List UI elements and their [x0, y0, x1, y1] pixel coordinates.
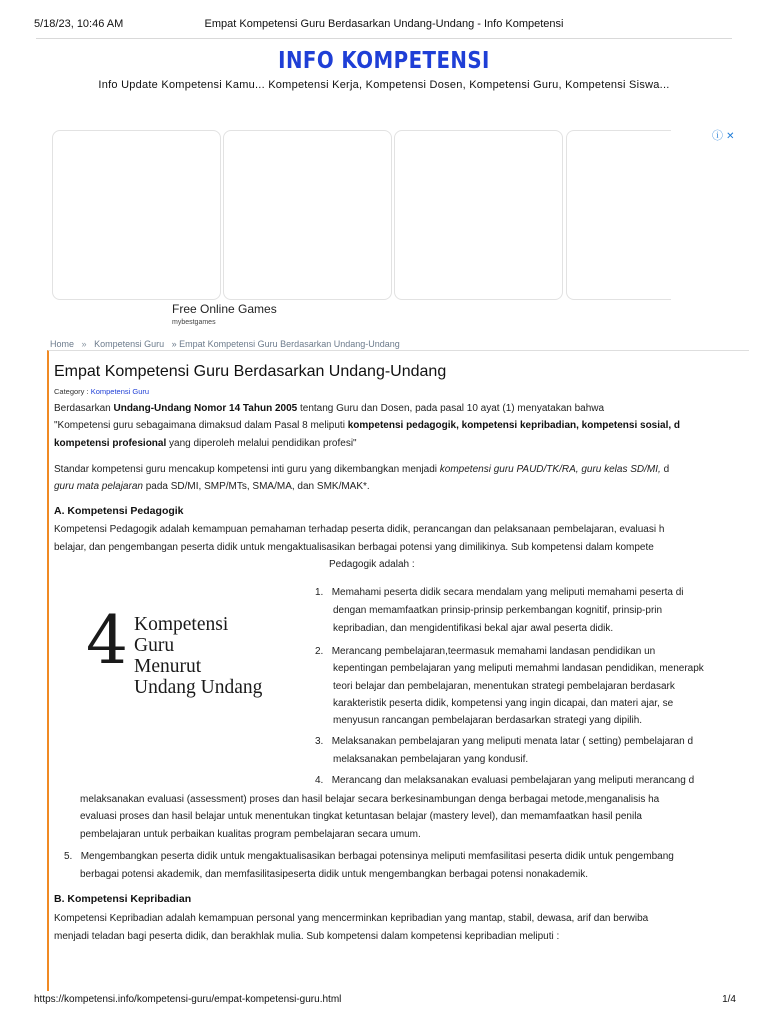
list-item-cont: teori belajar dan pembelajaran, menentukan strategi pembelajaran berdasark: [333, 681, 675, 692]
ad-close-icon[interactable]: ✕: [726, 131, 735, 142]
breadcrumb-category[interactable]: Kompetensi Guru: [94, 339, 165, 349]
site-title[interactable]: INFO KOMPETENSI: [278, 48, 490, 74]
kepribadian-text-1: Kompetensi Kepribadian adalah kemampuan personal yang mencerminkan kepribadian yang mantap, stabil, dewasa, arif dan berwiba: [54, 913, 649, 924]
list-item-cont: melaksanakan evaluasi (assessment) proses dan hasil belajar secara berkesinambungan denga berbagai metode,menganalisis ha: [80, 794, 660, 805]
list-item-cont: pembelajaran untuk perbaikan kualitas program pembelajaran secara umum.: [80, 829, 421, 840]
list-item: 5. Mengembangkan peserta didik untuk mengaktualisasikan berbagai potensinya meliputi memfasilitasi peserta didik untuk pengembang: [64, 851, 674, 862]
image-caption: Kompetensi Guru Menurut Undang Undang: [134, 614, 263, 698]
list-item: 4. Merancang dan melaksanakan evaluasi pembelajaran yang meliputi merancang d: [315, 775, 695, 786]
list-item-cont: karakteristik peserta didik, kompetensi yang ingin dicapai, dan materi ajar, se: [333, 698, 674, 709]
list-item-cont: dengan memamfaatkan prinsip-prinsip perkembangan kognitif, prinsip-prin: [333, 605, 663, 616]
paragraph-quote-1: "Kompetensi guru sebagaimana dimaksud dalam Pasal 8 meliputi kompetensi pedagogik, kompetensi kepribadian, kompetensi sosial, d: [54, 420, 681, 431]
list-item-cont: menyusun rancangan pembelajaran berdasarkan strategi yang dipilih.: [333, 715, 643, 726]
post-title: Empat Kompetensi Guru Berdasarkan Undang-Undang: [54, 363, 447, 380]
list-item: 2. Merancang pembelajaran,teermasuk memahami landasan pendidikan un: [315, 646, 656, 657]
breadcrumb-current: » Empat Kompetensi Guru Berdasarkan Undang-Undang: [171, 339, 400, 349]
breadcrumb-separator: »: [81, 339, 87, 349]
paragraph-standard-2: guru mata pelajaran pada SD/MI, SMP/MTs, SMA/MA, dan SMK/MAK*.: [54, 481, 370, 492]
print-date: 5/18/23, 10:46 AM: [34, 18, 124, 30]
list-item-cont: berbagai potensi akademik, dan memfasilitasipeserta didik untuk mengembangkan berbagai potensi nonakademik.: [80, 869, 589, 880]
ad-info-controls[interactable]: [712, 127, 734, 143]
breadcrumb-home[interactable]: Home: [50, 339, 75, 349]
list-item-cont: evaluasi proses dan hasil belajar untuk menentukan tingkat ketuntasan belajar (mastery level), dan memamfaatkan hasil penila: [80, 811, 642, 822]
list-item-cont: kepentingan pembelajaran yang meliputi memahmi landasan pendidikan, menerapk: [333, 663, 704, 674]
heading-pedagogik: A. Kompetensi Pedagogik: [54, 505, 184, 517]
ad-tile-2[interactable]: [223, 130, 392, 300]
paragraph-standard-1: Standar kompetensi guru mencakup kompetensi inti guru yang dikembangkan menjadi kompetensi guru PAUD/TK/RA, guru kelas SD/MI, d: [54, 464, 670, 475]
ad-title[interactable]: Free Online Games: [172, 302, 277, 316]
pedagogik-text-1: Kompetensi Pedagogik adalah kemampuan pemahaman terhadap peserta didik, perancangan dan pelaksanaan pembelajaran, evaluasi h: [54, 524, 665, 535]
category-link[interactable]: Kompetensi Guru: [90, 387, 150, 396]
ad-info-icon[interactable]: ⓘ: [712, 130, 723, 142]
ad-tile-3[interactable]: [394, 130, 563, 300]
pedagogik-text-3: Pedagogik adalah :: [329, 559, 415, 570]
paragraph-intro: Berdasarkan Undang-Undang Nomor 14 Tahun 2005 tentang Guru dan Dosen, pada pasal 10 ayat (1) menyatakan bahwa: [54, 403, 605, 414]
list-item: 3. Melaksanakan pembelajaran yang meliputi menata latar ( setting) pembelajaran d: [315, 736, 694, 747]
law-reference: Undang-Undang Nomor 14 Tahun 2005: [113, 403, 298, 414]
print-page-title: Empat Kompetensi Guru Berdasarkan Undang-Undang - Info Kompetensi: [204, 18, 564, 30]
print-page-number: 1/4: [722, 994, 736, 1005]
image-number: 4: [86, 602, 128, 679]
kepribadian-text-2: menjadi teladan bagi peserta didik, dan berakhlak mulia. Sub kompetensi dalam kompetensi kepribadian meliputi :: [54, 931, 560, 942]
breadcrumb: [50, 339, 400, 349]
print-url: https://kompetensi.info/kompetensi-guru/empat-kompetensi-guru.html: [34, 994, 342, 1005]
list-item: 1. Memahami peserta didik secara mendalam yang meliputi memahami peserta di: [315, 587, 684, 598]
page-frame-top: [36, 38, 732, 39]
post-category: [54, 387, 149, 396]
list-item-cont: kepribadian, dan mengidentifikasi bekal ajar awal peserta didik.: [333, 623, 614, 634]
ad-tile-4[interactable]: [566, 130, 671, 300]
heading-kepribadian: B. Kompetensi Kepribadian: [54, 893, 192, 905]
site-description: Info Update Kompetensi Kamu... Kompetensi Kerja, Kompetensi Dosen, Kompetensi Guru, Kompetensi Siswa...: [98, 79, 670, 91]
paragraph-quote-2: kompetensi profesional yang diperoleh melalui pendidikan profesi": [54, 438, 357, 449]
article-image: [86, 602, 306, 708]
pedagogik-text-2: belajar, dan pengembangan peserta didik untuk mengaktualisasikan berbagai potensi yang dimilikinya. Sub kompetensi dalam kompete: [54, 542, 654, 553]
ad-tile-1[interactable]: [52, 130, 221, 300]
list-item-cont: melaksanakan pembelajaran yang kondusif.: [333, 754, 529, 765]
category-label: Category :: [54, 387, 89, 396]
ad-subtitle: mybestgames: [172, 319, 216, 326]
